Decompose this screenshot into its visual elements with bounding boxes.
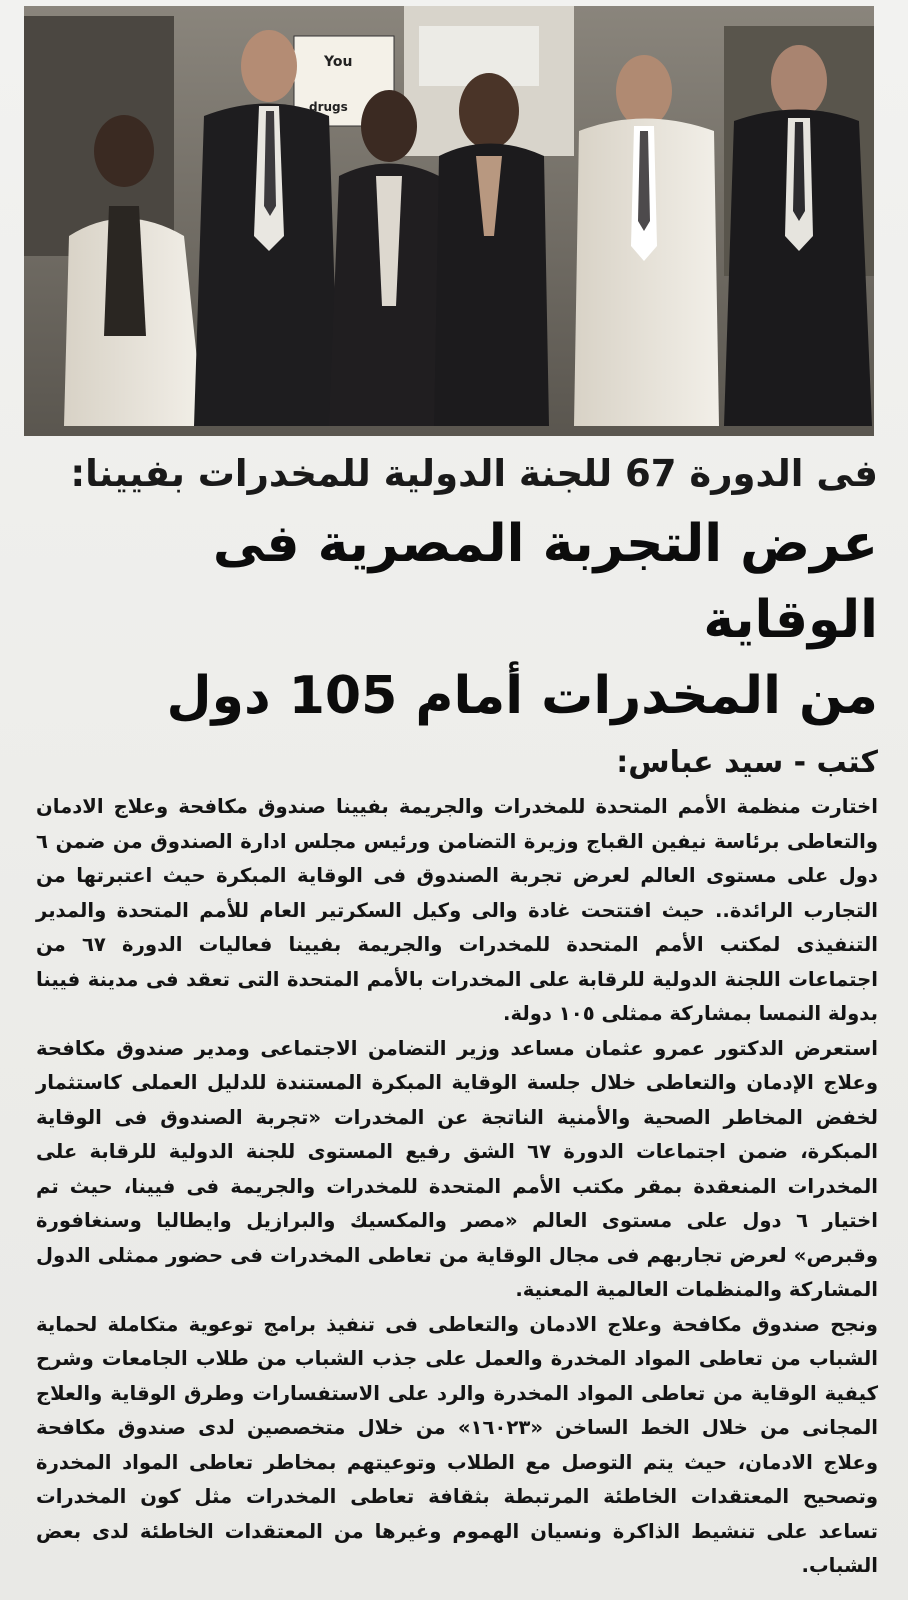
article bbox=[36, 448, 878, 1584]
article-headline bbox=[36, 506, 878, 734]
article-paragraph-2: استعرض الدكتور عمرو عثمان مساعد وزير التضامن الاجتماعى ومدير صندوق مكافحة وعلاج الإدمان والتعاطى خلال جلسة الوقاية المبكرة المستندة للدليل العملى كاستثمار لخفض المخاطر الصحية والأمنية الناتجة عن المخدرات «تجربة الصندوق فى الوقاية المبكرة، ضمن اجتماعات الدورة ٦٧ الشق رفيع المستوى للجنة الدولية للرقابة على المخدرات المنعقدة بمقر مكتب الأمم المتحدة للمخدرات والجريمة فى فيينا، حيث تم اختيار ٦ دول على مستوى العالم «مصر والمكسيك والبرازيل وايطاليا وسنغافورة وقبرص» لعرض تجاربهم فى مجال الوقاية من تعاطى المخدرات فى حضور ممثلى الدول المشاركة والمنظمات العالمية المعنية. bbox=[36, 1036, 879, 1301]
article-body bbox=[36, 790, 878, 1584]
article-byline: كتب - سيد عباس: bbox=[616, 745, 878, 780]
group-photo-illustration bbox=[24, 6, 874, 436]
article-photo bbox=[24, 6, 874, 436]
article-kicker: فى الدورة 67 للجنة الدولية للمخدرات بفيينا: bbox=[70, 452, 878, 495]
poster-text-drugs: drugs bbox=[309, 100, 348, 114]
article-paragraph-1: اختارت منظمة الأمم المتحدة للمخدرات والجريمة بفيينا صندوق مكافحة وعلاج الادمان والتعاطى برئاسة نيفين القباج وزيرة التضامن ورئيس مجلس ادارة الصندوق من ضمن ٦ دول على مستوى العالم لعرض تجربة الصندوق فى الوقاية المبكرة حيث اعتبرتها من التجارب الرائدة.. حيث افتتحت غادة والى وكيل السكرتير العام للأمم المتحدة والمدير التنفيذى لمكتب الأمم المتحدة للمخدرات والجريمة بفيينا فعاليات الدورة ٦٧ من اجتماعات اللجنة الدولية للرقابة على المخدرات بالأمم المتحدة التى تعقد فى مدينة فيينا بدولة النمسا بمشاركة ممثلى ١٠٥ دولة. bbox=[36, 795, 878, 1025]
headline-line-2: من المخدرات أمام 105 دول bbox=[166, 666, 878, 726]
headline-line-1: عرض التجربة المصرية فى الوقاية bbox=[212, 514, 878, 650]
poster-text-you: You bbox=[324, 54, 353, 70]
article-paragraph-3: ونجح صندوق مكافحة وعلاج الادمان والتعاطى فى تنفيذ برامج توعوية متكاملة لحماية الشباب من تعاطى المواد المخدرة والعمل على جذب الشباب من طلاب الجامعات وشرح كيفية الوقاية من تعاطى المواد المخدرة والرد على الاستفسارات وطرق الوقاية والعلاج المجانى من خلال الخط الساخن «١٦٠٢٣» من خلال متخصصين لدى صندوق مكافحة وعلاج الادمان، حيث يتم التوصل مع الطلاب وتوعيتهم بمخاطر تعاطى المواد المخدرة وتصحيح المعتقدات الخاطئة المرتبطة بثقافة تعاطى المخدرات مثل كون المخدرات تساعد على تنشيط الذاكرة ونسيان الهموم وغيرها من المعتقدات الخاطئة لدى بعض الشباب. bbox=[36, 1312, 878, 1577]
